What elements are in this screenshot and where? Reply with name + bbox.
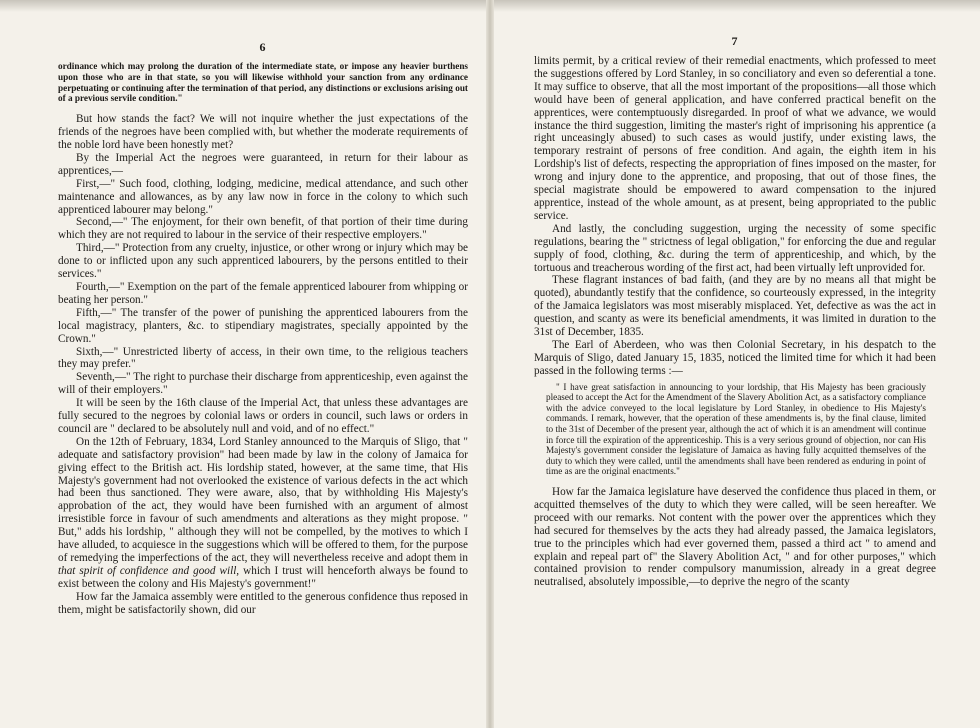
stanley-text-end: which I trust will henceforth always be found to exist between the colony and His Majesty's government!": [58, 564, 468, 590]
right-paragraph: And lastly, the concluding suggestion, urging the necessity of some specific regulations, bearing the " strictness of legal obligation," for enforcing the due and regular supply of food, clothing, &c. during the term of apprenticeship, and which, by the tortuous and treacherous wording of the first act, had been virtually left unprovided for.: [534, 222, 936, 274]
right-body: [534, 55, 936, 378]
left-paragraph: First,—" Such food, clothing, lodging, medicine, medical attendance, and such other maintenance and allowances, as by any law now in force in the colony to which such apprenticed labourer may belong.": [58, 177, 468, 216]
left-paragraph-stanley: [58, 436, 468, 591]
right-paragraph: limits permit, by a critical review of their remedial enactments, which professed to meet the suggestions offered by Lord Stanley, in so conciliatory and even so deferential a tone. It may suffice to observe, that all the most important of the propositions—all those which would have been of general application, and have conferred practical benefit on the apprentices, were contemptuously disregarded. In proof of what we advance, we would instance the third suggestion, limiting the master's right of imprisoning his apprentice (a right unceasingly abused) to such cases as would justify, under existing laws, the temporary restraint of persons of free condition. And again, the eighth item in his Lordship's list of defects, respecting the appropriation of fines imposed on the master, for wrong and injury done to the apprentice, and proposing, that out of those fines, the special magistrate should be empowered to award compensation to the injured apprentice, instead of the whole amount, as at present, being appropriated to the public service.: [534, 55, 936, 222]
left-paragraph: But how stands the fact? We will not inquire whether the just expectations of the friends of the negroes have been complied with, but whether the moderate requirements of the noble lord have been honestly met?: [58, 113, 468, 151]
left-paragraph: Sixth,—" Unrestricted liberty of access, in their own time, to the religious teachers they may prefer.": [58, 345, 468, 371]
left-paragraph: It will be seen by the 16th clause of the Imperial Act, that unless these advantages are fully secured to the negroes by colonial laws or orders in council, such laws or orders in council are " declared to be absolutely null and void, and of no effect.": [58, 397, 468, 435]
page-number-left: 6: [259, 40, 267, 54]
left-paragraph: Third,—" Protection from any cruelty, injustice, or other wrong or injury which may be done to or inflicted upon any such apprenticed labourers, by the persons entitled to their services.": [58, 242, 468, 281]
left-paragraph: Seventh,—" The right to purchase their discharge from apprenticeship, even against the will of their employers.": [58, 371, 468, 397]
left-paragraph: By the Imperial Act the negroes were guaranteed, in return for their labour as apprentices,—: [58, 151, 468, 177]
intro-quote: ordinance which may prolong the duration of the intermediate state, or impose any heavier burthens upon those who are in that state, so you will likewise withhold your sanction from any ordinance perpetuating or continuing after the termination of that period, any distinctions or exclusions arising out of a previous servile condition.": [58, 61, 468, 104]
left-last-paragraph: How far the Jamaica assembly were entitled to the generous confidence thus reposed in them, might be satisfactorily shown, did our: [58, 590, 468, 616]
italic-phrase: that spirit of confidence and good will,: [58, 564, 240, 577]
right-closing-paragraph: How far the Jamaica legislature have deserved the confidence thus placed in them, or acquitted themselves of the duty to which they were called, will be seen hereafter. We proceed with our remarks. Not content with the power over the apprentices which they had secured for themselves by the acts they had already passed, the Jamaica legislators, true to the principles which had ever governed them, passed a third act " to amend and explain and repeal part of" the Slavery Abolition Act, " and for other purposes," which contained provision to render compulsory manumission, already in a great degree neutralised, absolutely impossible,—to deprive the negro of the scanty: [534, 486, 936, 589]
left-body: [58, 113, 468, 616]
page-number-right: 7: [731, 34, 739, 48]
right-paragraph: The Earl of Aberdeen, who was then Colonial Secretary, in his despatch to the Marquis of Sligo, dated January 15, 1835, noticed the limited time for which it had been passed in the following terms :—: [534, 338, 936, 377]
right-body-closing: [534, 486, 936, 589]
aberdeen-quote: " I have great satisfaction in announcing to your lordship, that His Majesty has been graciously pleased to accept the Act for the Amendment of the Slavery Abolition Act, as a satisfactory compliance with the advice conveyed to the local legislature by Lord Stanley, in obedience to His Majesty's commands. I remark, however, that the operation of these amendments is, by the final clause, limited to the 31st of December of the present year, although the act of which it is an amendment will continue in force till the expiration of the apprenticeship. This is a very serious ground of objection, nor can His Majesty's government consider the legislature of Jamaica as having fully acquitted themselves of the duty to which they were called, until the amendments shall have been rendered as enduring in point of time as are the original enactments.": [546, 381, 926, 477]
left-paragraph: Fourth,—" Exemption on the part of the female apprenticed labourer from whipping or beating her person.": [58, 280, 468, 306]
left-paragraph: Fifth,—" The transfer of the power of punishing the apprenticed labourers from the local magistracy, planters, &c. to stipendiary magistrates, specially appointed by the Crown.": [58, 306, 468, 345]
left-paragraph: Second,—" The enjoyment, for their own benefit, of that portion of their time during which they are not required to labour in the service of their respective employers.": [58, 216, 468, 242]
stanley-text: On the 12th of February, 1834, Lord Stanley announced to the Marquis of Sligo, that " adequate and satisfactory provision" had been made by law in the colony of Jamaica for giving effect to the British act. His lordship stated, however, at the same time, that His Majesty's government had not overlooked the existence of various defects in the act which had been thus sanctioned. They were aware, also, that by withholding His Majesty's approbation of the act, they would have been furnished with an argument of almost irresistible force in favour of such amendments and alterations as they might propose. " But," adds his lordship, " although they will not be compelled, by the motives to which I have alluded, to acquiesce in the suggestions which will be offered to them, for the purpose of remedying the imperfections of the act, they will nevertheless receive and adopt them in: [58, 435, 468, 564]
right-paragraph: These flagrant instances of bad faith, (and they are by no means all that might be quoted), abundantly testify that the confidence, so courteously expressed, in the integrity of the Jamaica legislators was most miserably misplaced. Yet, defective as was the act in question, and scanty as were its beneficial amendments, it was limited in duration to the 31st of December, 1835.: [534, 274, 936, 339]
right-page: [490, 0, 980, 728]
